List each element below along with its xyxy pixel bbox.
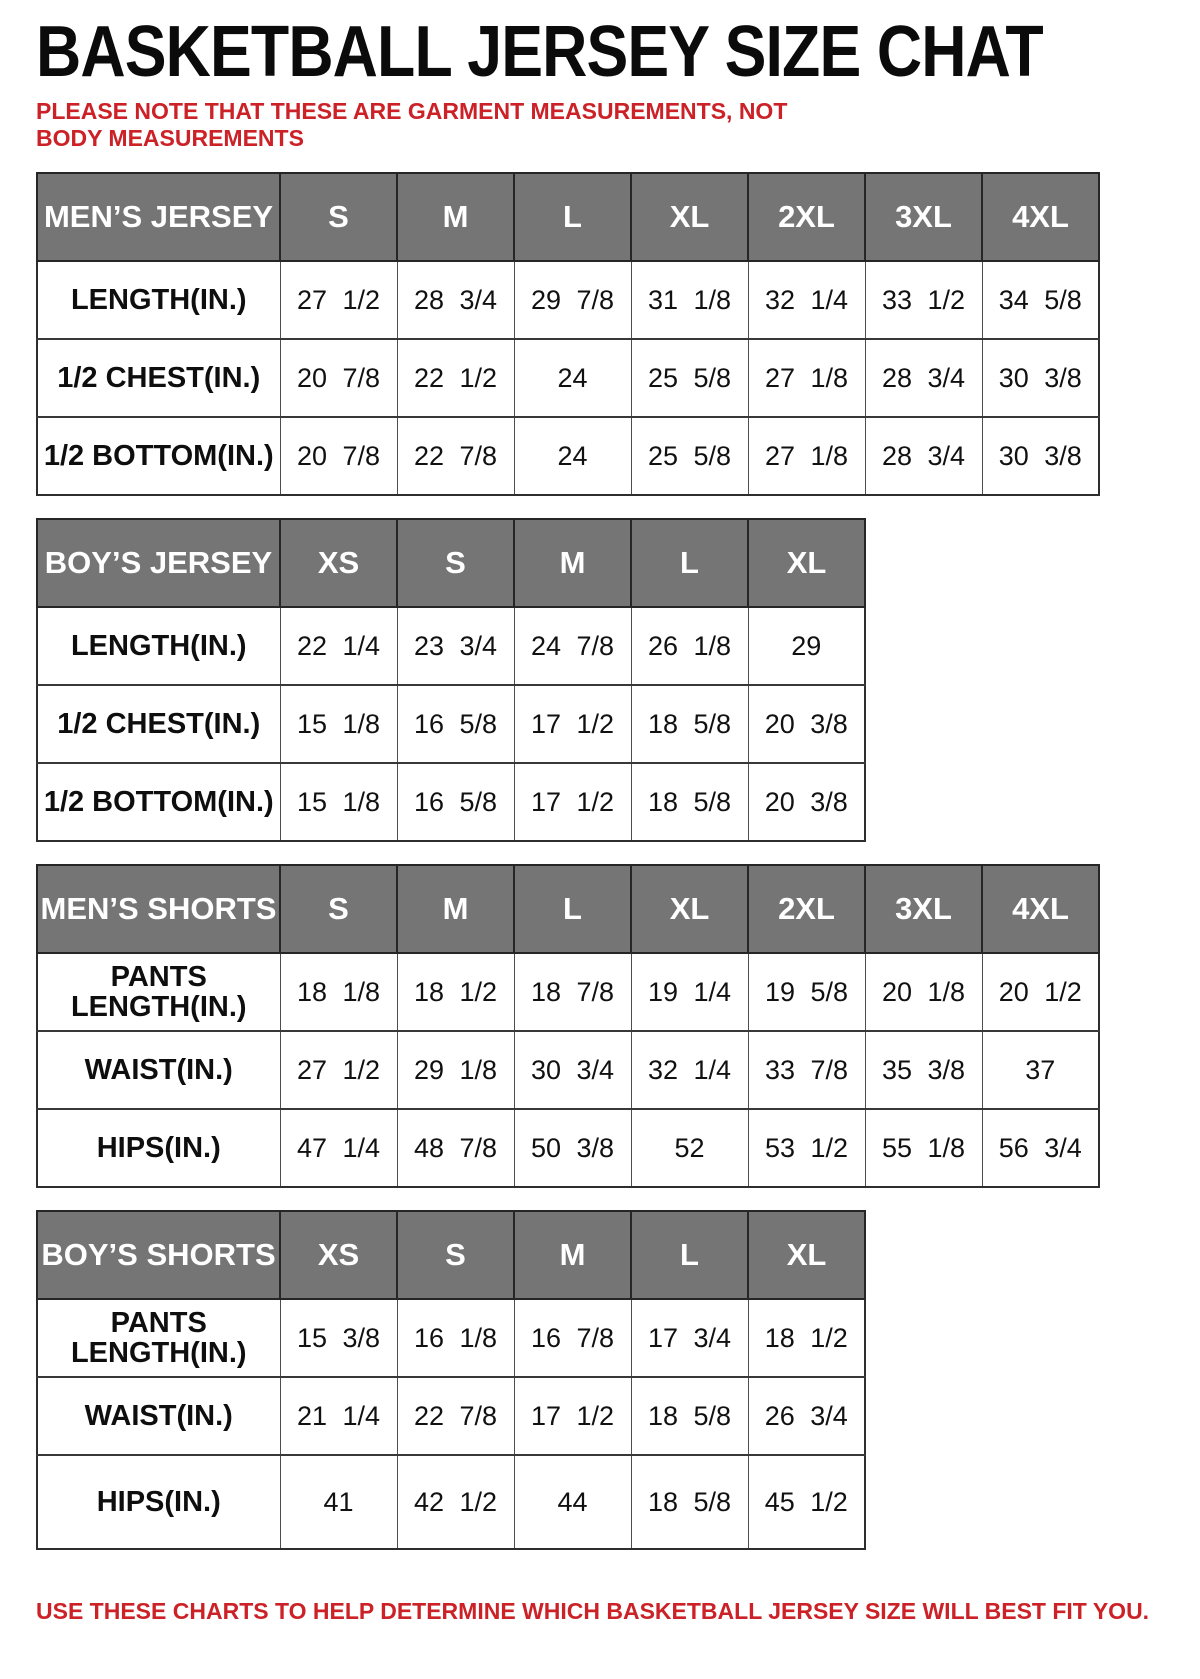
measurement-value-cell: 16 5/8 [397, 763, 514, 841]
size-header-cell: 3XL [865, 173, 982, 261]
measurement-value-cell: 22 1/4 [280, 607, 397, 685]
size-header-cell: XL [631, 865, 748, 953]
measurement-value-cell: 26 3/4 [748, 1377, 865, 1455]
measurement-value-cell: 45 1/2 [748, 1455, 865, 1549]
size-header-cell: S [397, 1211, 514, 1299]
measurement-row [37, 417, 1099, 495]
row-label-cell: WAIST(IN.) [37, 1377, 280, 1455]
measurement-value-cell: 28 3/4 [865, 339, 982, 417]
size-header-cell: M [514, 1211, 631, 1299]
measurement-value-cell: 20 7/8 [280, 339, 397, 417]
measurement-value-cell: 56 3/4 [982, 1109, 1099, 1187]
measurement-value-cell: 17 3/4 [631, 1299, 748, 1377]
measurement-value-cell: 20 1/8 [865, 953, 982, 1031]
measurement-value-cell: 22 1/2 [397, 339, 514, 417]
size-header-row [37, 173, 1099, 261]
measurement-value-cell: 22 7/8 [397, 1377, 514, 1455]
size-header-cell: L [514, 865, 631, 953]
measurement-value-cell: 27 1/2 [280, 261, 397, 339]
measurement-value-cell: 29 7/8 [514, 261, 631, 339]
size-header-cell: 4XL [982, 865, 1099, 953]
row-label-cell: 1/2 CHEST(IN.) [37, 685, 280, 763]
measurement-row [37, 1377, 865, 1455]
measurement-value-cell: 48 7/8 [397, 1109, 514, 1187]
measurement-value-cell: 17 1/2 [514, 1377, 631, 1455]
measurement-value-cell: 20 7/8 [280, 417, 397, 495]
measurement-value-cell: 15 3/8 [280, 1299, 397, 1377]
measurement-value-cell: 16 1/8 [397, 1299, 514, 1377]
measurement-row [37, 953, 1099, 1031]
measurement-value-cell: 26 1/8 [631, 607, 748, 685]
measurement-value-cell: 16 5/8 [397, 685, 514, 763]
measurement-value-cell: 32 1/4 [748, 261, 865, 339]
boys-shorts-table [36, 1210, 866, 1550]
measurement-row [37, 607, 865, 685]
size-header-cell: L [631, 519, 748, 607]
measurement-row [37, 339, 1099, 417]
measurement-value-cell: 24 7/8 [514, 607, 631, 685]
measurement-value-cell: 50 3/8 [514, 1109, 631, 1187]
measurement-value-cell: 18 1/2 [397, 953, 514, 1031]
size-header-cell: S [280, 865, 397, 953]
measurement-value-cell: 27 1/8 [748, 417, 865, 495]
row-label-cell: PANTS LENGTH(IN.) [37, 953, 280, 1031]
size-header-cell: XL [748, 1211, 865, 1299]
measurement-value-cell: 47 1/4 [280, 1109, 397, 1187]
measurement-value-cell: 25 5/8 [631, 417, 748, 495]
measurement-row [37, 261, 1099, 339]
measurement-value-cell: 41 [280, 1455, 397, 1549]
row-label-cell: LENGTH(IN.) [37, 261, 280, 339]
measurement-value-cell: 28 3/4 [865, 417, 982, 495]
mens-jersey-table [36, 172, 1100, 496]
table-title-cell: BOY’S JERSEY [37, 519, 280, 607]
measurement-value-cell: 18 5/8 [631, 685, 748, 763]
size-header-cell: XL [748, 519, 865, 607]
table-title-cell: MEN’S SHORTS [37, 865, 280, 953]
measurement-value-cell: 20 3/8 [748, 763, 865, 841]
measurement-value-cell: 15 1/8 [280, 685, 397, 763]
size-header-row [37, 865, 1099, 953]
measurement-value-cell: 55 1/8 [865, 1109, 982, 1187]
table-title-cell: BOY’S SHORTS [37, 1211, 280, 1299]
measurement-value-cell: 23 3/4 [397, 607, 514, 685]
measurement-value-cell: 34 5/8 [982, 261, 1099, 339]
measurement-value-cell: 16 7/8 [514, 1299, 631, 1377]
measurement-value-cell: 33 7/8 [748, 1031, 865, 1109]
measurement-value-cell: 31 1/8 [631, 261, 748, 339]
garment-measurement-note: PLEASE NOTE THAT THESE ARE GARMENT MEASUREMENTS, NOT BODY MEASUREMENTS [36, 98, 788, 152]
measurement-value-cell: 37 [982, 1031, 1099, 1109]
size-header-row [37, 1211, 865, 1299]
measurement-row [37, 685, 865, 763]
measurement-value-cell: 33 1/2 [865, 261, 982, 339]
measurement-value-cell: 20 1/2 [982, 953, 1099, 1031]
measurement-value-cell: 19 1/4 [631, 953, 748, 1031]
measurement-value-cell: 24 [514, 339, 631, 417]
measurement-value-cell: 44 [514, 1455, 631, 1549]
size-header-cell: 3XL [865, 865, 982, 953]
measurement-value-cell: 18 7/8 [514, 953, 631, 1031]
measurement-value-cell: 27 1/2 [280, 1031, 397, 1109]
measurement-value-cell: 30 3/4 [514, 1031, 631, 1109]
size-header-row [37, 519, 865, 607]
row-label-cell: 1/2 BOTTOM(IN.) [37, 763, 280, 841]
measurement-value-cell: 17 1/2 [514, 763, 631, 841]
measurement-row [37, 1109, 1099, 1187]
measurement-value-cell: 18 5/8 [631, 1455, 748, 1549]
measurement-value-cell: 30 3/8 [982, 339, 1099, 417]
measurement-value-cell: 18 5/8 [631, 1377, 748, 1455]
measurement-value-cell: 29 1/8 [397, 1031, 514, 1109]
measurement-value-cell: 24 [514, 417, 631, 495]
row-label-cell: 1/2 CHEST(IN.) [37, 339, 280, 417]
measurement-value-cell: 20 3/8 [748, 685, 865, 763]
measurement-value-cell: 22 7/8 [397, 417, 514, 495]
row-label-cell: 1/2 BOTTOM(IN.) [37, 417, 280, 495]
measurement-row [37, 763, 865, 841]
measurement-value-cell: 21 1/4 [280, 1377, 397, 1455]
measurement-value-cell: 42 1/2 [397, 1455, 514, 1549]
size-header-cell: S [280, 173, 397, 261]
size-header-cell: L [514, 173, 631, 261]
mens-shorts-table [36, 864, 1100, 1188]
size-header-cell: 2XL [748, 865, 865, 953]
row-label-cell: WAIST(IN.) [37, 1031, 280, 1109]
measurement-value-cell: 18 1/2 [748, 1299, 865, 1377]
measurement-value-cell: 15 1/8 [280, 763, 397, 841]
measurement-value-cell: 29 [748, 607, 865, 685]
measurement-value-cell: 25 5/8 [631, 339, 748, 417]
size-header-cell: 2XL [748, 173, 865, 261]
measurement-value-cell: 32 1/4 [631, 1031, 748, 1109]
measurement-value-cell: 35 3/8 [865, 1031, 982, 1109]
measurement-value-cell: 30 3/8 [982, 417, 1099, 495]
page-title: BASKETBALL JERSEY SIZE CHAT [36, 12, 1043, 92]
fit-advice-note: USE THESE CHARTS TO HELP DETERMINE WHICH BASKETBALL JERSEY SIZE WILL BEST FIT YOU. [36, 1598, 1150, 1625]
size-header-cell: S [397, 519, 514, 607]
size-header-cell: XS [280, 1211, 397, 1299]
measurement-row [37, 1031, 1099, 1109]
row-label-cell: HIPS(IN.) [37, 1455, 280, 1549]
measurement-row [37, 1299, 865, 1377]
size-header-cell: 4XL [982, 173, 1099, 261]
size-header-cell: M [514, 519, 631, 607]
measurement-row [37, 1455, 865, 1549]
row-label-cell: LENGTH(IN.) [37, 607, 280, 685]
measurement-value-cell: 18 5/8 [631, 763, 748, 841]
measurement-value-cell: 17 1/2 [514, 685, 631, 763]
measurement-value-cell: 18 1/8 [280, 953, 397, 1031]
size-header-cell: L [631, 1211, 748, 1299]
row-label-cell: PANTS LENGTH(IN.) [37, 1299, 280, 1377]
boys-jersey-table [36, 518, 866, 842]
measurement-value-cell: 27 1/8 [748, 339, 865, 417]
measurement-value-cell: 53 1/2 [748, 1109, 865, 1187]
measurement-value-cell: 28 3/4 [397, 261, 514, 339]
measurement-value-cell: 52 [631, 1109, 748, 1187]
size-header-cell: XL [631, 173, 748, 261]
measurement-value-cell: 19 5/8 [748, 953, 865, 1031]
row-label-cell: HIPS(IN.) [37, 1109, 280, 1187]
table-title-cell: MEN’S JERSEY [37, 173, 280, 261]
size-header-cell: XS [280, 519, 397, 607]
size-header-cell: M [397, 173, 514, 261]
size-header-cell: M [397, 865, 514, 953]
